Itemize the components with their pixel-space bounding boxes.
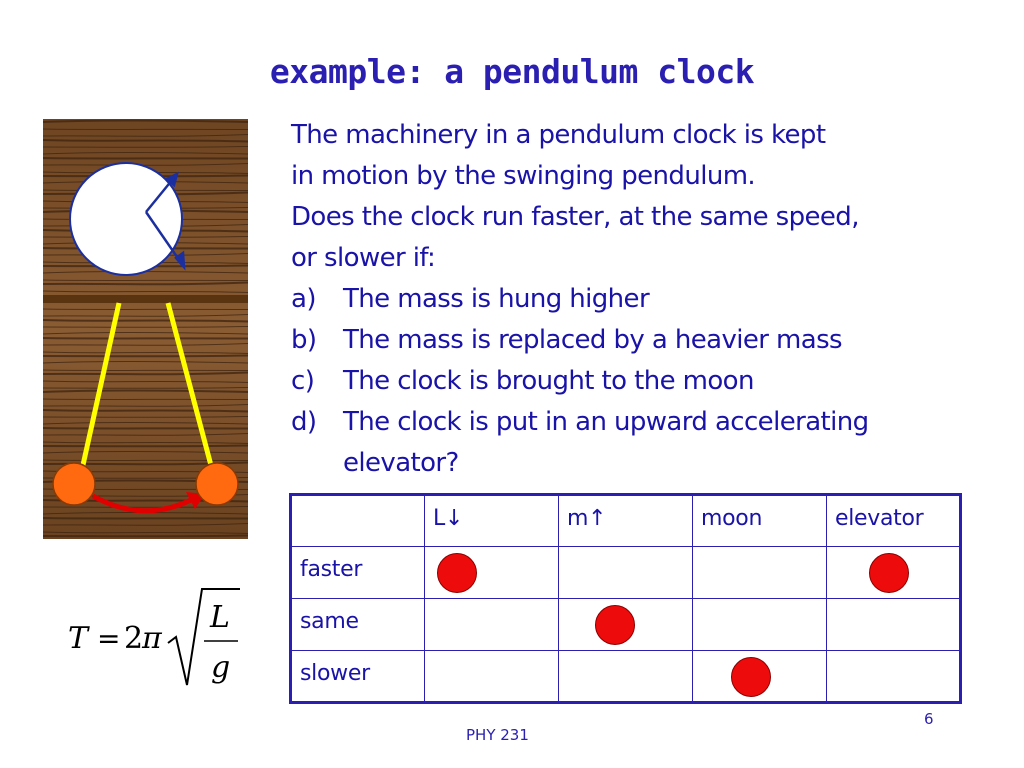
grain-line (43, 158, 248, 159)
header-cell: elevator (827, 495, 961, 547)
grain-line (43, 518, 248, 519)
list-item-b (291, 320, 1019, 361)
answer-marker (731, 657, 771, 697)
row-label: faster (291, 547, 425, 599)
table-cell (425, 599, 559, 651)
list-marker: d) (291, 407, 317, 437)
page-number: 6 (924, 710, 934, 728)
formula-L: L (210, 600, 230, 635)
question-text (291, 115, 1019, 484)
list-item-a (291, 279, 1019, 320)
list-marker: c) (291, 366, 315, 396)
clock-face (70, 163, 182, 275)
answer-table (289, 493, 962, 704)
table-row (291, 599, 961, 651)
row-label: same (291, 599, 425, 651)
period-formula (68, 585, 248, 695)
table-row (291, 651, 961, 703)
table-cell (559, 547, 693, 599)
intro-line-1: The machinery in a pendulum clock is kept (291, 120, 826, 150)
table-cell (827, 651, 961, 703)
table-cell (693, 547, 827, 599)
grain-line (43, 356, 248, 357)
row-label: slower (291, 651, 425, 703)
pendulum-clock-illustration (43, 119, 248, 539)
list-item-text: The mass is replaced by a heavier mass (343, 325, 842, 355)
table-cell (425, 651, 559, 703)
list-item-d (291, 402, 1019, 484)
intro-line-4: or slower if: (291, 243, 436, 273)
header-cell (291, 495, 425, 547)
formula-T: T (68, 621, 89, 656)
slide-title: example: a pendulum clock (269, 52, 755, 91)
formula-two: 2 (124, 621, 144, 656)
grain-line (43, 460, 248, 461)
answer-marker (869, 553, 909, 593)
table-header-row (291, 495, 961, 547)
formula-g: g (211, 650, 231, 685)
table-cell (827, 547, 961, 599)
grain-line (43, 140, 248, 142)
table-cell (425, 547, 559, 599)
table-cell (693, 651, 827, 703)
grain-line (43, 410, 248, 412)
table-cell (559, 599, 693, 651)
table-cell (827, 599, 961, 651)
grain-line (43, 428, 248, 429)
grain-line (43, 129, 248, 130)
table-cell (693, 599, 827, 651)
grain-line (43, 399, 248, 400)
pendulum-bob-right (196, 463, 238, 505)
grain-line (43, 309, 248, 310)
grain-line (43, 338, 248, 339)
grain-line (43, 536, 248, 537)
table-cell (559, 651, 693, 703)
answer-marker (595, 605, 635, 645)
question-list (291, 279, 1019, 484)
table-row (291, 547, 961, 599)
intro-line-2: in motion by the swinging pendulum. (291, 161, 756, 191)
header-cell: moon (693, 495, 827, 547)
wood-shelf (43, 295, 248, 303)
header-cell: L↓ (425, 495, 559, 547)
formula-equals: = (97, 622, 121, 655)
list-item-text: The clock is brought to the moon (343, 366, 754, 396)
intro-line-3: Does the clock run faster, at the same speed, (291, 202, 859, 232)
list-item-text: The mass is hung higher (343, 284, 650, 314)
formula-pi: π (142, 621, 162, 656)
list-item-c (291, 361, 1019, 402)
list-item-text: The clock is put in an upward accelerating (343, 407, 869, 437)
header-cell: m↑ (559, 495, 693, 547)
list-marker: b) (291, 325, 317, 355)
grain-line (43, 320, 248, 322)
footer-course: PHY 231 (466, 726, 529, 744)
grain-line (43, 446, 248, 447)
list-marker: a) (291, 284, 316, 314)
grain-line (43, 370, 248, 371)
pendulum-bob-left (53, 463, 95, 505)
answer-marker (437, 553, 477, 593)
grain-line (43, 280, 248, 281)
list-item-text-cont: elevator? (343, 448, 459, 478)
